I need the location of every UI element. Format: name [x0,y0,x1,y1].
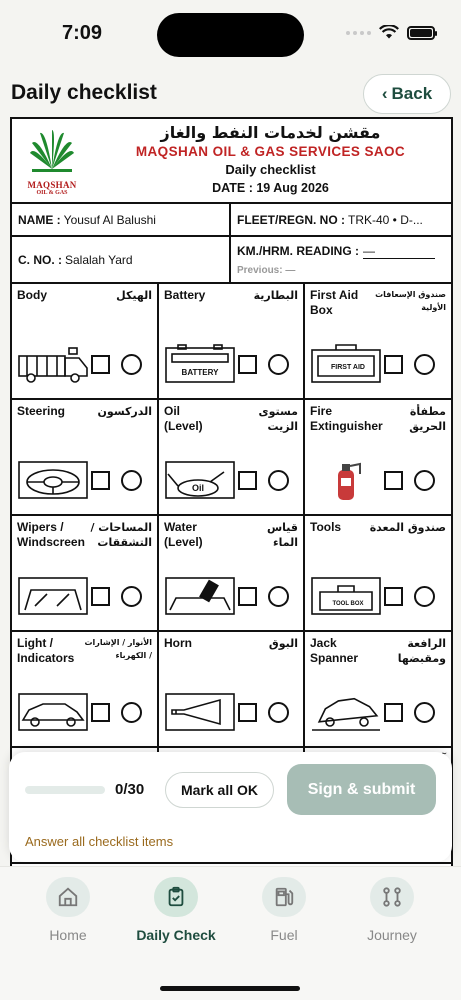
previous-reading: Previous: — [237,264,296,276]
fuel-icon [273,886,295,908]
home-icon [57,886,79,908]
check-item-wipers-windscreen [12,516,159,632]
jack-icon [310,692,382,732]
item-label: Horn [164,636,192,650]
check-item-first-aid-box [305,284,451,400]
tab-daily-check[interactable] [128,877,224,943]
item-label: Body [17,288,47,302]
company-name-english: MAQSHAN OIL & GAS SERVICES SAOC [135,144,406,159]
item-label-arabic: الدركسون [97,405,152,418]
date-value: 19 Aug 2026 [256,181,329,195]
fleet-value: TRK-40 • D-... [348,212,423,227]
check-item-horn [159,632,305,748]
radio-not-ok[interactable] [121,354,142,375]
battery-icon [407,26,435,40]
radio-not-ok[interactable] [268,470,289,491]
item-label: Jack Spanner [310,636,359,665]
check-item-body [12,284,159,400]
tab-home[interactable] [20,877,116,943]
oil-illus-text: Oil [191,483,205,493]
windscreen-icon [17,576,89,616]
tab-label: Journey [367,927,417,943]
palm-logo-icon [26,129,78,175]
status-bar [0,0,461,70]
back-button[interactable] [363,74,451,114]
first-aid-icon [310,344,382,384]
tab-fuel[interactable] [236,877,332,943]
clipboard-check-icon [165,886,187,908]
item-label: Battery [164,288,206,302]
name-label: NAME : [18,212,61,227]
checkbox-ok[interactable] [384,587,403,606]
logo-subtitle: OIL & GAS [36,190,68,196]
status-time: 7:09 [62,22,103,44]
route-icon [381,886,403,908]
item-label-arabic: مستوى الزيت [258,405,298,433]
radio-not-ok[interactable] [121,702,142,723]
document-title: Daily checklist [225,162,316,177]
toolbox-illus-text: TOOL BOX [332,601,364,607]
truck-icon [17,344,89,384]
info-row-cno-km [12,237,451,284]
checkbox-ok[interactable] [384,355,403,374]
item-label-arabic: البوق [268,637,298,650]
cno-label: C. NO. : [18,252,62,267]
check-item-light-indicators [12,632,159,748]
item-label-arabic: الرافعة ومقبضها [397,637,446,665]
home-indicator [160,986,300,991]
item-label: Tools [310,520,342,534]
fleet-field [231,204,451,235]
signal-icon [346,31,371,35]
item-label-arabic: البطارية [253,289,298,302]
mark-all-ok-button[interactable]: Mark all OK [165,772,274,808]
km-reading-input[interactable]: — [363,244,435,259]
item-label: Water (Level) [164,520,203,549]
check-item-oil-level [159,400,305,516]
item-label: Wipers / Windscreen [17,520,85,549]
tab-label: Home [49,927,87,943]
wifi-icon [379,25,399,40]
progress-count: 0/30 [115,781,145,798]
battery-illus-text: BATTERY [181,368,219,377]
check-item-battery [159,284,305,400]
item-label: Steering [17,404,66,418]
km-reading-field[interactable] [231,237,451,282]
submit-action-card [9,752,452,862]
chevron-left-icon: ‹ [381,84,388,103]
driver-name-field [12,204,231,235]
check-item-steering [12,400,159,516]
info-row-name-fleet [12,204,451,237]
km-label: KM./HRM. READING : [237,244,359,258]
checkbox-ok[interactable] [91,355,110,374]
item-label-arabic: قياس الماء [266,521,298,549]
checkbox-ok[interactable] [384,703,403,722]
radio-not-ok[interactable] [414,702,435,723]
logo-name: MAQSHAN [27,180,77,190]
check-item-jack-spanner [305,632,451,748]
cno-field [12,237,231,282]
company-name-arabic: مقشن لخدمات النفط والغاز [160,123,381,142]
first-aid-illus-text: FIRST AID [331,364,365,371]
battery-illustration-icon [164,344,236,384]
tab-label: Daily Check [136,927,216,943]
fleet-label: FLEET/REGN. NO : [237,212,345,227]
checkbox-ok[interactable] [238,471,257,490]
radio-not-ok[interactable] [121,586,142,607]
dynamic-island [157,13,304,57]
radio-not-ok[interactable] [414,470,435,491]
page-title: Daily checklist [11,81,157,104]
tab-journey[interactable] [344,877,440,943]
checkbox-ok[interactable] [91,471,110,490]
check-item-fire-extinguisher [305,400,451,516]
horn-icon [164,692,236,732]
tab-label: Fuel [270,927,298,943]
date-label: DATE : [212,181,253,195]
back-button-label: Back [391,84,433,103]
item-label-arabic: مطفأة الحريق [409,405,446,433]
radio-not-ok[interactable] [121,470,142,491]
checkbox-ok[interactable] [238,703,257,722]
checkbox-ok[interactable] [91,703,110,722]
name-value: Yousuf Al Balushi [63,212,156,227]
item-label-arabic: الهيكل [116,289,152,302]
fire-extinguisher-icon [310,460,382,500]
company-logo [26,129,78,199]
radio-not-ok[interactable] [268,702,289,723]
status-icons [346,25,435,40]
checkbox-ok[interactable] [238,355,257,374]
radio-not-ok[interactable] [414,354,435,375]
item-label: Fire Extinguisher [310,404,383,433]
check-item-tools [305,516,451,632]
item-label: Oil (Level) [164,404,203,433]
radio-not-ok[interactable] [268,354,289,375]
check-item-water-level [159,516,305,632]
checkbox-ok[interactable] [238,587,257,606]
validation-hint: Answer all checklist items [25,834,174,849]
item-label: Light / Indicators [17,636,75,665]
steering-icon [17,460,89,500]
progress-bar [25,786,105,794]
toolbox-icon [310,576,382,616]
cno-value: Salalah Yard [65,252,133,267]
item-label-arabic: المساحات / التشققات [90,521,152,549]
item-label-arabic: الأنوار / الإشارات / الكهرباء [84,638,152,660]
radio-not-ok[interactable] [268,586,289,607]
radio-not-ok[interactable] [414,586,435,607]
item-label: First Aid Box [310,288,359,317]
checkbox-ok[interactable] [91,587,110,606]
document-date [98,179,443,197]
checkbox-ok[interactable] [384,471,403,490]
item-label-arabic: صندوق المعدة [369,521,446,534]
water-level-icon [164,576,236,616]
car-lights-icon [17,692,89,732]
item-label-arabic: صندوق الإسعافات الأولية [375,290,446,312]
oil-can-icon [164,460,236,500]
bottom-tab-bar [0,866,461,1000]
letterhead [12,119,451,204]
sign-submit-button[interactable]: Sign & submit [287,764,436,815]
